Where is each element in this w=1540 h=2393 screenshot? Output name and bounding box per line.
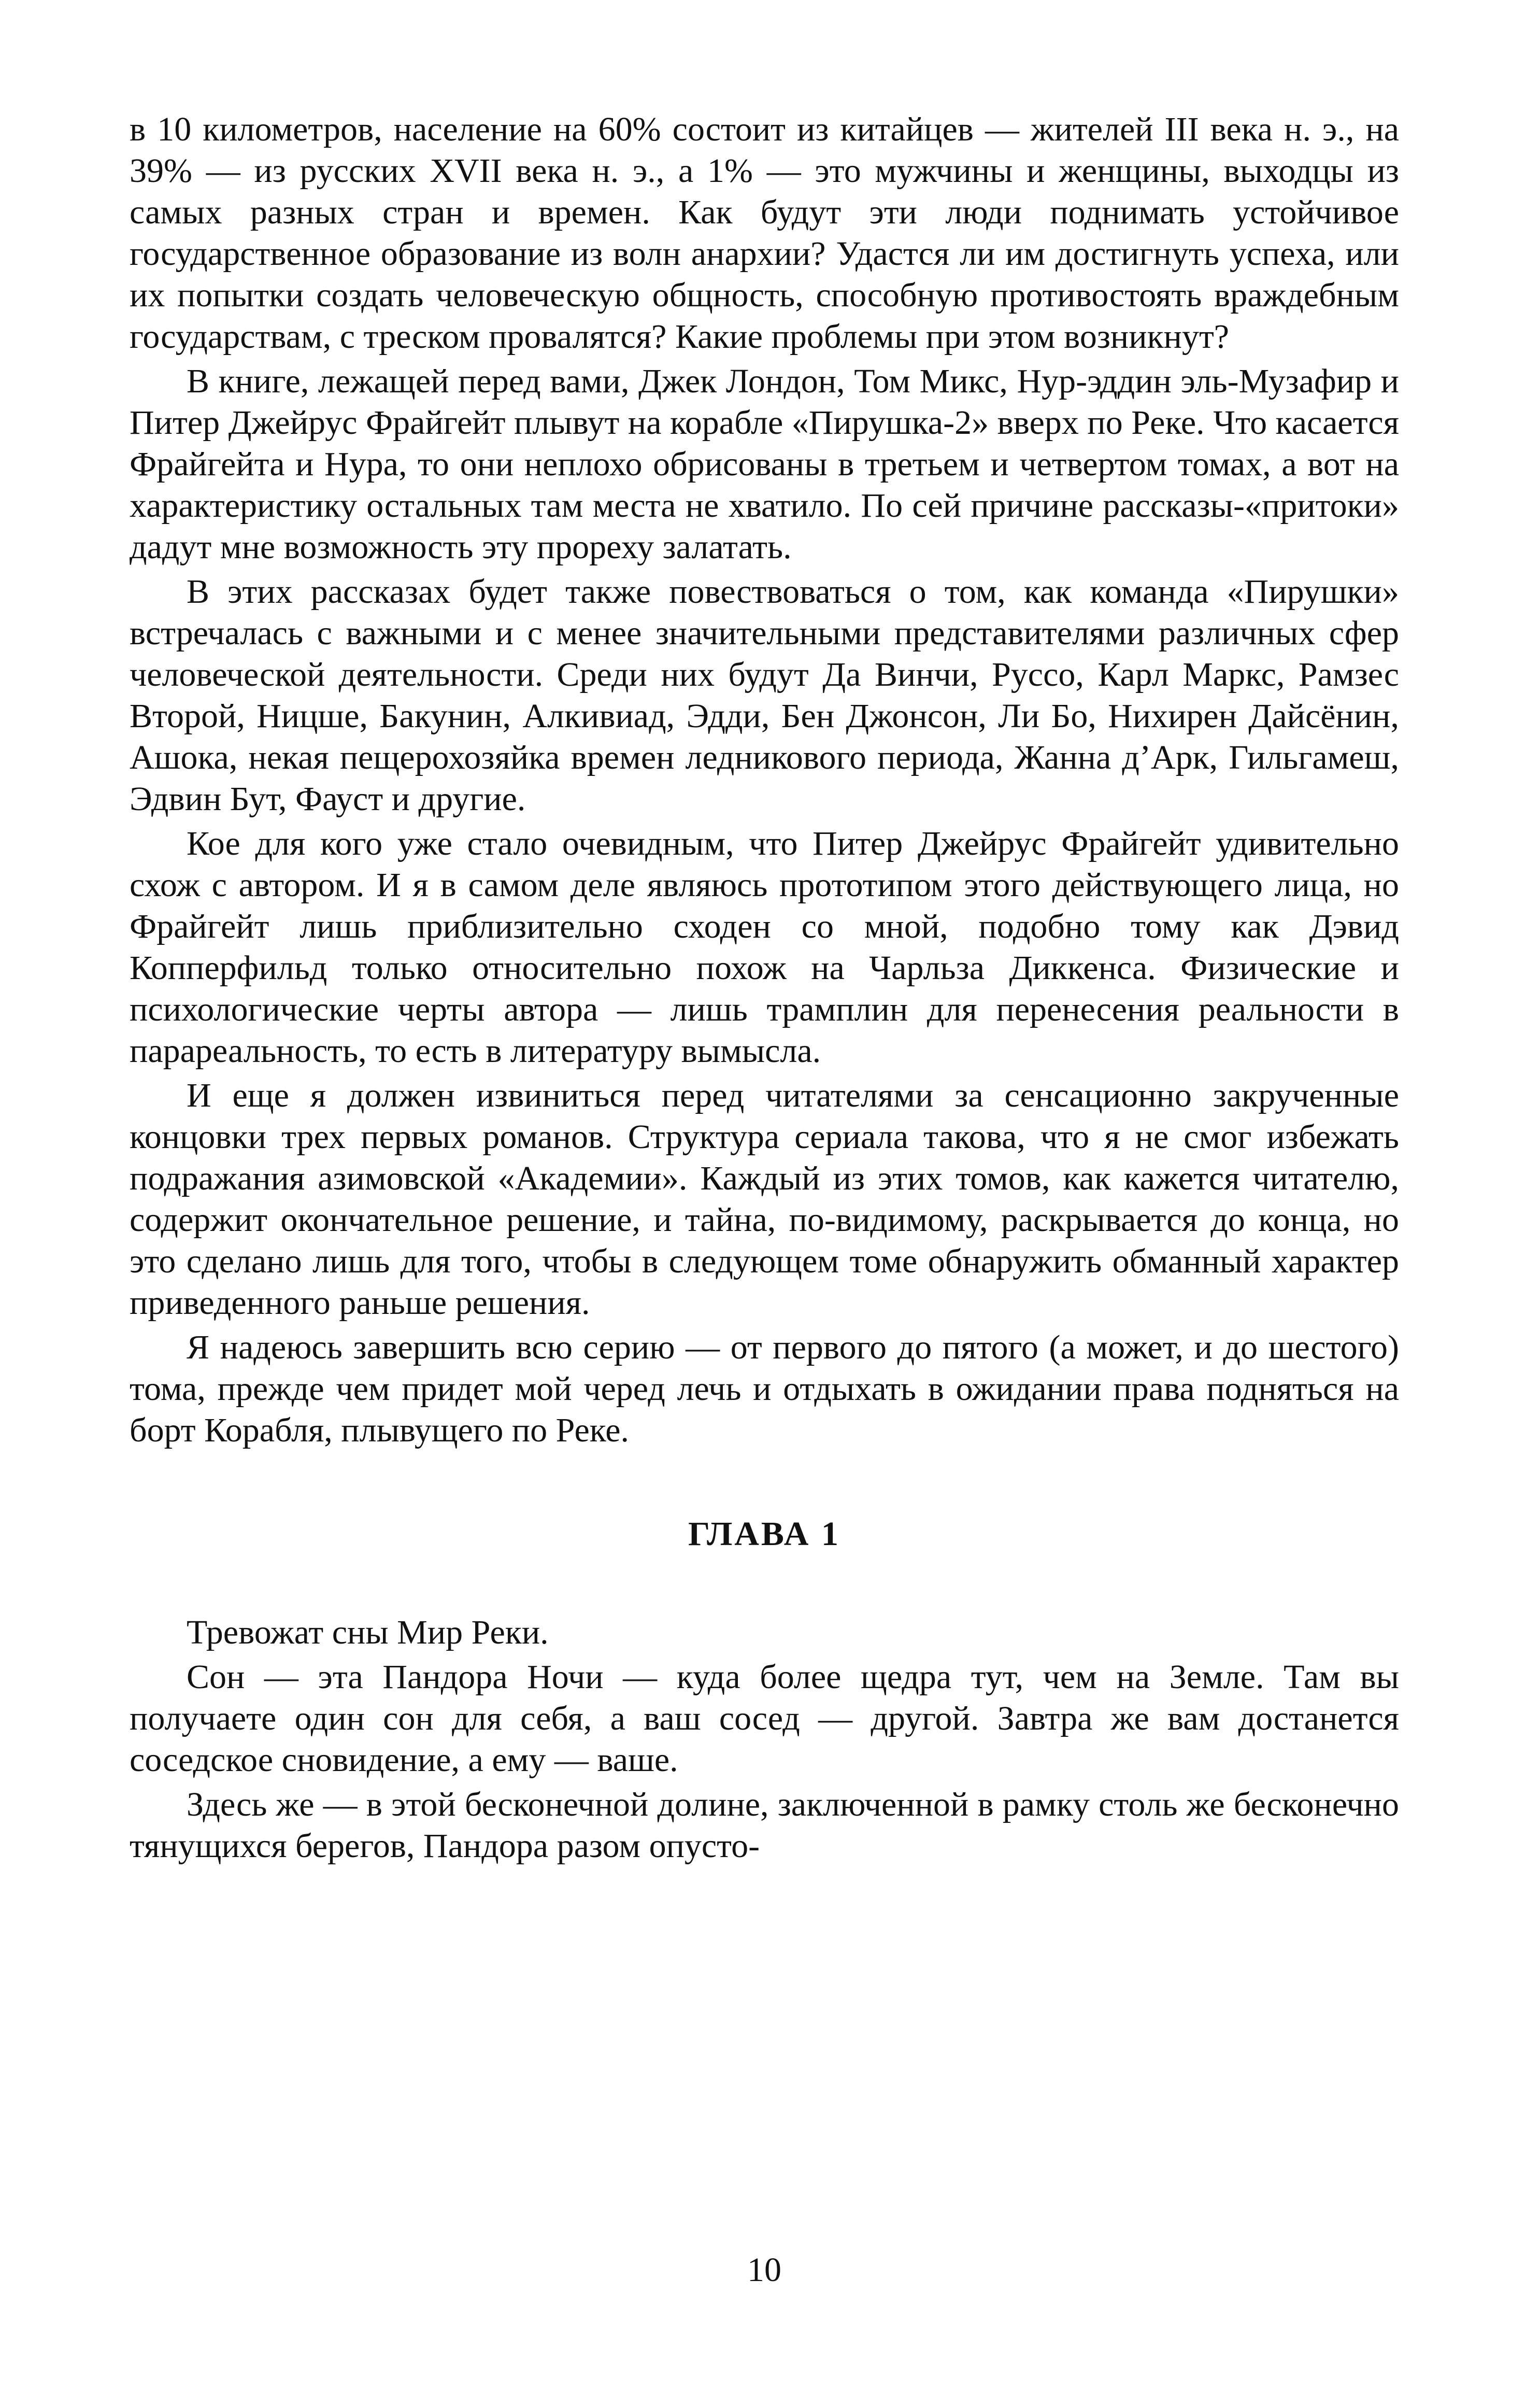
paragraph: Я надеюсь завершить всю серию — от первого до пятого (а может, и до шестого) тома, прежде чем придет мой черед лечь и отдыхать в ожидании права подняться на борт Корабля, плывущего по Реке. <box>130 1328 1399 1449</box>
text-block-before <box>130 109 1399 1451</box>
text-block-after <box>130 1612 1399 1867</box>
paragraph: Сон — эта Пандора Ночи — куда более щедра тут, чем на Земле. Там вы получаете один сон для себя, а ваш сосед — другой. Завтра же вам достанется соседское сновидение, а ему — ваше. <box>130 1658 1399 1779</box>
paragraph: В этих рассказах будет также повествоваться о том, как команда «Пирушки» встречалась с важными и с менее значительными представителями различных сфер человеческой деятельности. Среди них будут Да Винчи, Руссо, Карл Маркс, Рамзес Второй, Ницше, Бакунин, Алкивиад, Эдди, Бен Джонсон, Ли Бо, Нихирен Дайсёнин, Ашока, некая пещерохозяйка времен ледникового периода, Жанна д’Арк, Гильгамеш, Эдвин Бут, Фауст и другие. <box>130 573 1399 818</box>
paragraph: И еще я должен извиниться перед читателями за сенсационно закрученные концовки трех первых романов. Структура сериала такова, что я не смог избежать подражания азимовской «Академии». Каждый из этих томов, как кажется читателю, содержит окончательное решение, и тайна, по-видимому, раскрывается до конца, но это сделано лишь для того, чтобы в следующем томе обнаружить обманный характер приведенного раньше решения. <box>130 1077 1399 1322</box>
page-number: 10 <box>747 2251 781 2289</box>
paragraph: Кое для кого уже стало очевидным, что Питер Джейрус Фрайгейт удивительно схож с автором. И я в самом деле являюсь прототипом этого действующего лица, но Фрайгейт лишь приблизительно сходен со мной, подобно тому как Дэвид Копперфильд только относительно похож на Чарльза Диккенса. Физические и психологические черты автора — лишь трамплин для перенесения реальности в парареальность, то есть в литературу вымысла. <box>130 825 1399 1070</box>
book-page <box>130 109 1399 2338</box>
paragraph: Тревожат сны Мир Реки. <box>187 1613 549 1651</box>
paragraph: в 10 километров, население на 60% состоит из китайцев — жителей III века н. э., на 39% — из русских XVII века н. э., а 1% — это мужчины и женщины, выходцы из самых разных стран и времен. Как будут эти люди поднимать устойчивое государственное образование из волн анархии? Удастся ли им достигнуть успеха, или их попытки создать человеческую общность, способную противостоять враждебным государствам, с треском провалятся? Какие проблемы при этом возникнут? <box>130 110 1399 356</box>
paragraph: Здесь же — в этой бесконечной долине, заключенной в рамку столь же бесконечно тянущихся берегов, Пандора разом опусто- <box>130 1786 1399 1865</box>
paragraph: В книге, лежащей перед вами, Джек Лондон, Том Микс, Нур-эддин эль-Музафир и Питер Джейрус Фрайгейт плывут на корабле «Пирушка-2» вверх по Реке. Что касается Фрайгейта и Нура, то они неплохо обрисованы в третьем и четвертом томах, а вот на характеристику остальных там места не хватило. По сей причине рассказы-«притоки» дадут мне возможность эту прореху залатать. <box>130 362 1399 566</box>
chapter-heading: ГЛАВА 1 <box>688 1515 840 1553</box>
